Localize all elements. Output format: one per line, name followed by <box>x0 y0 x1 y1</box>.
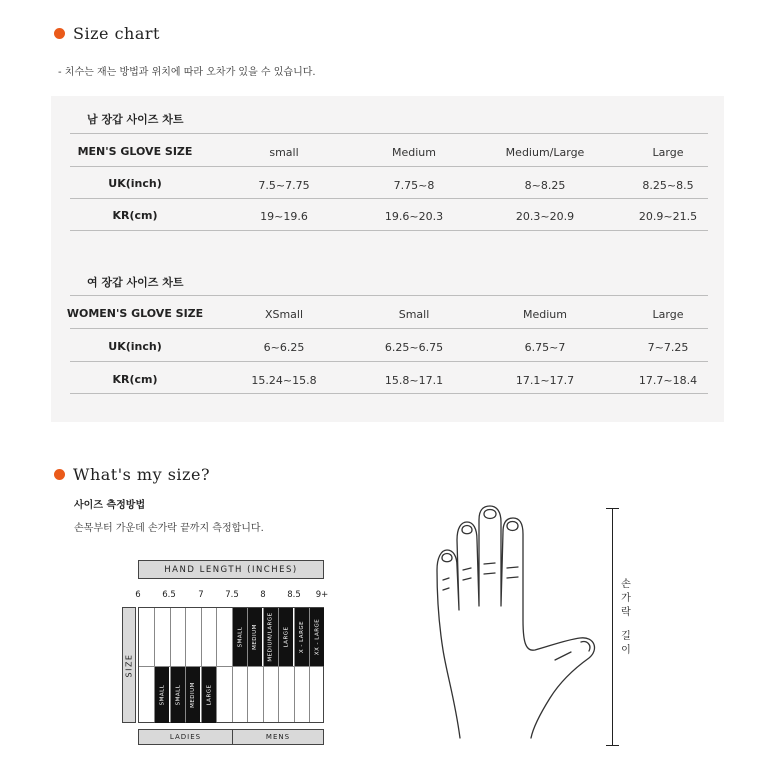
tick-label: 8.5 <box>287 590 301 600</box>
tick-label: 7 <box>198 590 204 600</box>
women-header-size: Medium <box>523 308 567 321</box>
men-header-size: Large <box>652 146 684 159</box>
women-cell: 17.7~18.4 <box>638 374 698 387</box>
divider <box>70 361 708 362</box>
whats-my-size-heading <box>54 465 210 484</box>
section-title: What's my size? <box>73 465 211 484</box>
tick-label: 8 <box>260 590 266 600</box>
section-title: Size chart <box>73 24 160 43</box>
size-label: SIZE <box>124 653 134 677</box>
men-cell: 7.75~8 <box>393 179 435 192</box>
women-cell: 7~7.25 <box>647 341 689 354</box>
men-cell: 8.25~8.5 <box>642 179 694 192</box>
hand-length-size-chart <box>120 558 330 748</box>
women-cell: 15.24~15.8 <box>251 374 317 387</box>
men-row-label: UK(inch) <box>108 177 162 190</box>
men-table-title: 남 장갑 사이즈 차트 <box>87 113 184 126</box>
finger-length-label-char: 이 <box>621 645 631 656</box>
measure-method-title: 사이즈 측정방법 <box>74 500 146 511</box>
tick-label: 7.5 <box>225 590 239 600</box>
mens-size-band: MEDIUM/LARGE <box>264 608 278 666</box>
ladies-size-band: LARGE <box>202 667 216 723</box>
women-header-size: Small <box>398 308 430 321</box>
women-cell: 17.1~17.7 <box>515 374 575 387</box>
mens-label: MENS <box>232 729 324 745</box>
divider <box>70 393 708 394</box>
finger-length-label-char: 길 <box>621 631 631 642</box>
women-table-title: 여 장갑 사이즈 차트 <box>87 276 184 289</box>
ladies-size-band: SMALL <box>171 667 185 723</box>
women-header-size: Large <box>652 308 684 321</box>
women-cell: 15.8~17.1 <box>384 374 444 387</box>
men-header-label: MEN'S GLOVE SIZE <box>77 145 193 158</box>
ladies-label: LADIES <box>138 729 233 745</box>
men-cell: 8~8.25 <box>524 179 566 192</box>
measure-cap <box>606 745 619 746</box>
women-header-label: WOMEN'S GLOVE SIZE <box>66 307 204 320</box>
divider <box>70 198 708 199</box>
grid-line <box>216 608 217 722</box>
tick-label: 9+ <box>315 590 329 600</box>
divider <box>70 328 708 329</box>
hand-length-label: HAND LENGTH (INCHES) <box>138 560 324 579</box>
women-cell: 6.25~6.75 <box>384 341 444 354</box>
finger-length-label-char: 손 <box>621 579 631 590</box>
mens-size-band: X - LARGE <box>295 608 309 666</box>
ladies-size-band: SMALL <box>155 667 169 723</box>
finger-length-measure <box>603 508 623 746</box>
men-header-size: Medium/Large <box>505 146 585 159</box>
size-grid <box>138 607 324 723</box>
divider <box>70 166 708 167</box>
mens-size-band: MEDIUM <box>248 608 262 666</box>
measure-bar <box>612 508 613 746</box>
men-cell: 19~19.6 <box>260 210 308 223</box>
ladies-size-band: MEDIUM <box>186 667 200 723</box>
hand-outline-icon <box>425 500 605 740</box>
women-header-size: XSmall <box>264 308 304 321</box>
finger-length-label-char: 가 <box>621 593 631 604</box>
divider <box>70 133 708 134</box>
men-cell: 7.5~7.75 <box>258 179 310 192</box>
women-cell: 6.75~7 <box>524 341 566 354</box>
tick-label: 6.5 <box>162 590 176 600</box>
men-cell: 20.3~20.9 <box>515 210 575 223</box>
men-header-size: Medium <box>392 146 436 159</box>
women-row-label: UK(inch) <box>108 340 162 353</box>
divider <box>70 230 708 231</box>
men-cell: 19.6~20.3 <box>384 210 444 223</box>
finger-length-label-char: 락 <box>621 607 631 618</box>
measure-method-desc: 손목부터 가운데 손가락 끝까지 측정합니다. <box>74 523 264 534</box>
tick-label: 6 <box>135 590 141 600</box>
divider <box>70 295 708 296</box>
women-row-label: KR(cm) <box>112 373 158 386</box>
mens-size-band: LARGE <box>279 608 293 666</box>
men-cell: 20.9~21.5 <box>638 210 698 223</box>
mens-size-band: XX - LARGE <box>310 608 324 666</box>
size-chart-heading <box>54 24 160 43</box>
women-cell: 6~6.25 <box>263 341 305 354</box>
size-axis-label <box>122 607 136 723</box>
men-row-label: KR(cm) <box>112 209 158 222</box>
bullet-dot-icon <box>54 28 65 39</box>
men-header-size: small <box>269 146 299 159</box>
mens-size-band: SMALL <box>233 608 247 666</box>
measurement-note: - 치수는 재는 방법과 위치에 따라 오차가 있을 수 있습니다. <box>58 67 316 78</box>
bullet-dot-icon <box>54 469 65 480</box>
